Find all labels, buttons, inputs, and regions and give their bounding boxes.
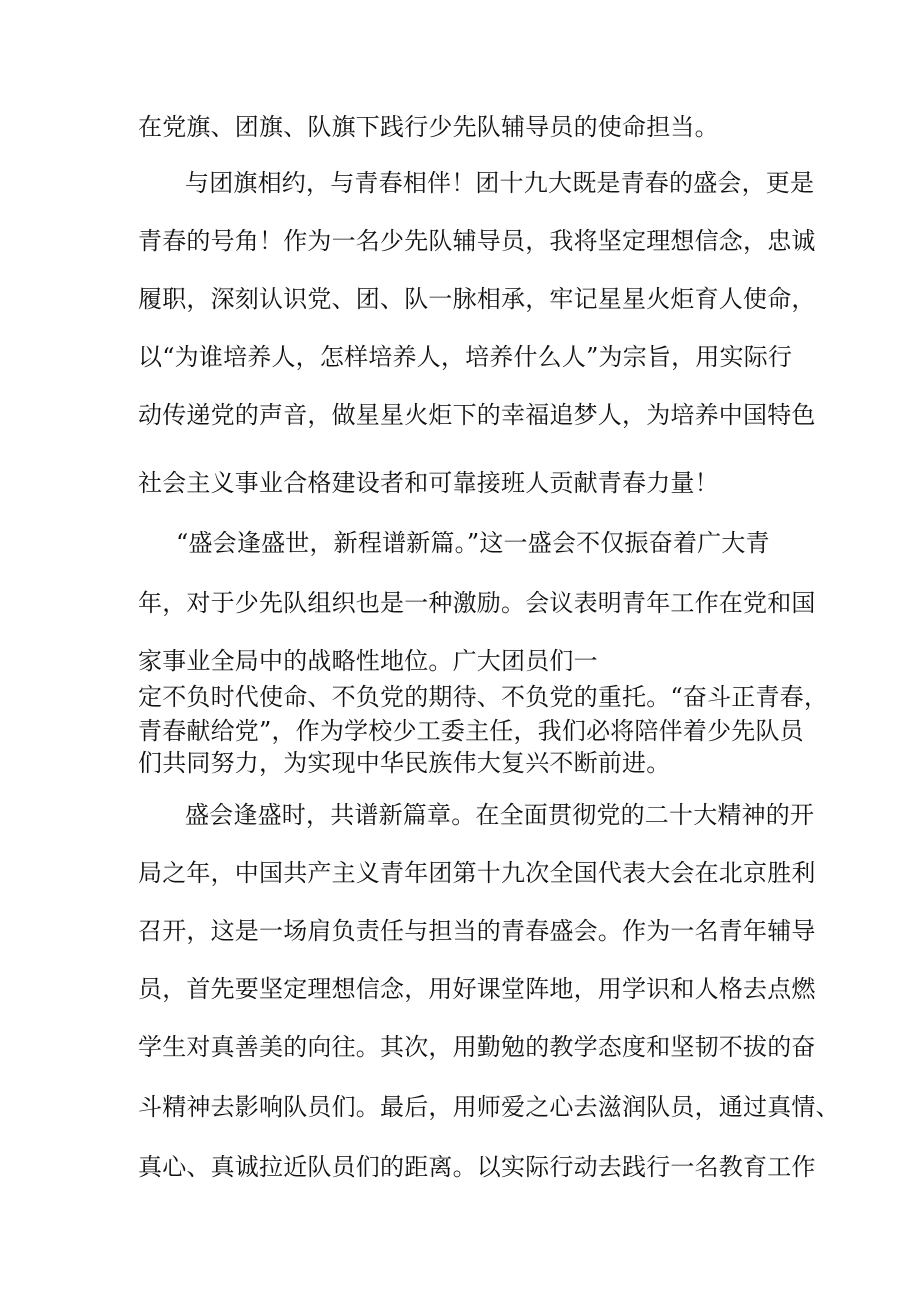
text-line: 家事业全局中的战略性地位。广大团员们一 [138, 647, 598, 675]
text-line: 召开，这是一场肩负责任与担当的青春盛会。作为一名青年辅导 [138, 917, 816, 945]
text-line: 履职，深刻认识党、团、队一脉相承，牢记星星火炬育人使命， [138, 285, 816, 313]
paragraph-start-line: “盛会逢盛世，新程谱新篇。”这一盛会不仅振奋着广大青 [176, 529, 770, 557]
text-line: 动传递党的声音，做星星火炬下的幸福追梦人，为培养中国特色 [138, 401, 816, 429]
text-line: 以“为谁培养人，怎样培养人，培养什么人”为宗旨，用实际行 [138, 343, 793, 371]
text-line: 年，对于少先队组织也是一种激励。会议表明青年工作在党和国 [138, 589, 816, 617]
text-line: 社会主义事业合格建设者和可靠接班人贡献青春力量！ [138, 469, 719, 497]
text-line: 真心、真诚拉近队员们的距离。以实际行动去践行一名教育工作 [138, 1153, 816, 1181]
paragraph-start-line: 与团旗相约，与青春相伴！团十九大既是青春的盛会，更是 [185, 169, 815, 197]
text-line: 员，首先要坚定理想信念，用好课堂阵地，用学识和人格去点燃 [138, 975, 816, 1003]
text-line: 在党旗、团旗、队旗下践行少先队辅导员的使命担当。 [138, 113, 719, 141]
text-line: 青春献给党”，作为学校少工委主任，我们必将陪伴着少先队员 [138, 717, 804, 745]
text-line: 定不负时代使命、不负党的期待、不负党的重托。“奋斗正青春， [138, 683, 829, 711]
text-line: 青春的号角！作为一名少先队辅导员，我将坚定理想信念，忠诚 [138, 227, 816, 255]
paragraph-start-line: 盛会逢盛时，共谱新篇章。在全面贯彻党的二十大精神的开 [185, 801, 815, 829]
text-line: 斗精神去影响队员们。最后，用师爱之心去滋润队员，通过真情、 [138, 1093, 840, 1121]
text-line: 们共同努力，为实现中华民族伟大复兴不断前进。 [138, 749, 671, 777]
text-line: 局之年，中国共产主义青年团第十九次全国代表大会在北京胜利 [138, 859, 816, 887]
text-line: 学生对真善美的向往。其次，用勤勉的教学态度和坚韧不拔的奋 [138, 1033, 816, 1061]
